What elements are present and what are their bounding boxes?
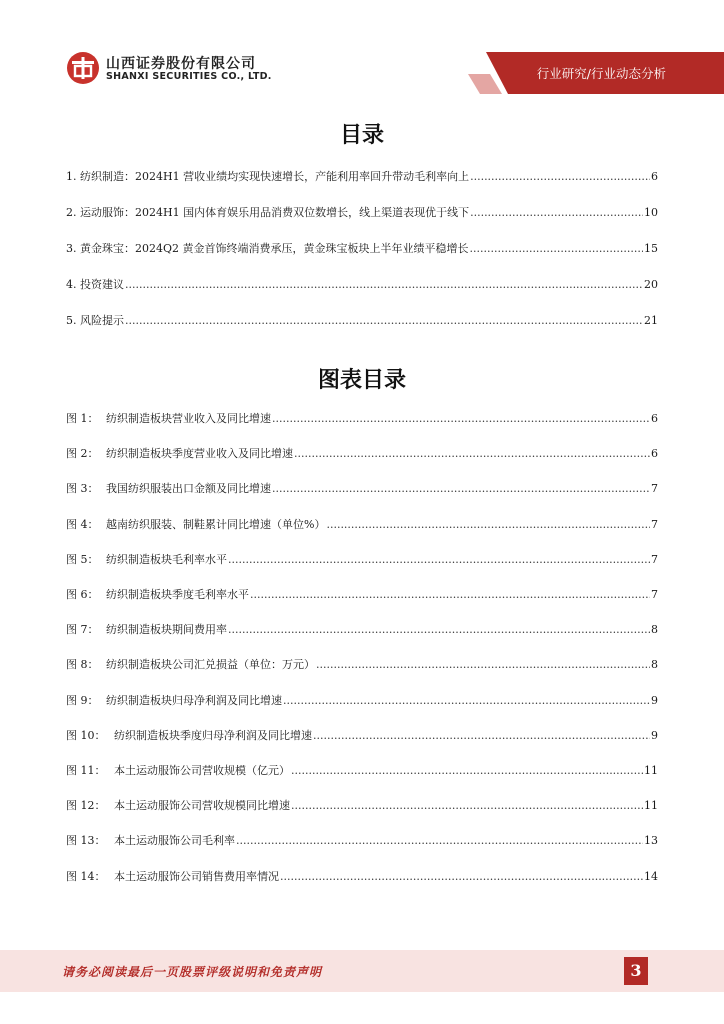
figure-page: 7: [651, 517, 658, 531]
figure-page: 6: [651, 412, 658, 425]
leader-dots: [313, 729, 650, 742]
figure-page: 9: [651, 693, 658, 707]
figure-page: 7: [651, 482, 658, 496]
page-header: [0, 0, 724, 108]
leader-dots: [316, 658, 650, 671]
figure-page: 8: [651, 623, 658, 637]
figure-page: 11: [644, 799, 658, 813]
leader-dots: [470, 206, 643, 219]
figure-number: 图 1：: [66, 412, 99, 425]
leader-dots: [291, 799, 643, 812]
page-number: 3: [624, 957, 648, 985]
figure-label: 本土运动服饰公司营收规模（亿元）: [114, 764, 290, 777]
figure-entry[interactable]: [66, 797, 658, 813]
figure-entry[interactable]: [66, 480, 658, 496]
figure-label: 越南纺织服装、制鞋累计同比增速（单位%）: [106, 517, 326, 531]
figure-entry[interactable]: [66, 621, 658, 637]
figure-number: 图 4：: [66, 517, 99, 531]
figure-list-title: 图表目录: [317, 368, 406, 393]
figure-entry[interactable]: [66, 868, 658, 884]
figure-entry[interactable]: [66, 551, 658, 567]
toc-entry[interactable]: [66, 312, 658, 328]
leader-dots: [250, 588, 650, 601]
figure-entry[interactable]: [66, 656, 658, 672]
figure-page: 13: [644, 834, 658, 848]
toc-entry[interactable]: [66, 276, 658, 292]
figure-label: 本土运动服饰公司营收规模同比增速: [114, 799, 290, 813]
figure-entry[interactable]: [66, 762, 658, 778]
leader-dots: [294, 447, 650, 460]
figure-number: 图 9：: [66, 693, 99, 707]
figure-label: 纺织制造板块毛利率水平: [106, 552, 227, 566]
figure-label: 纺织制造板块期间费用率: [106, 623, 227, 637]
toc-entry-label: 3. 黄金珠宝：2024Q2 黄金首饰终端消费承压，黄金珠宝板块上半年业绩平稳增长: [66, 242, 469, 255]
figure-number: 图 10：: [66, 728, 106, 742]
leader-dots: [326, 518, 650, 531]
figure-label: 纺织制造板块归母净利润及同比增速: [106, 693, 282, 707]
figure-label: 纺织制造板块营业收入及同比增速: [106, 412, 271, 425]
leader-dots: [283, 694, 650, 707]
figure-number: 图 6：: [66, 588, 99, 601]
leader-dots: [470, 242, 644, 255]
toc-entry-page: 15: [644, 242, 658, 255]
leader-dots: [272, 412, 650, 425]
figure-page: 14: [644, 869, 658, 883]
figure-number: 图 13：: [66, 834, 106, 848]
leader-dots: [228, 553, 650, 566]
figure-number: 图 8：: [66, 658, 99, 672]
figure-page: 7: [651, 588, 658, 601]
figure-label: 纺织制造板块季度毛利率水平: [106, 588, 249, 601]
toc-entry-page: 21: [644, 314, 658, 327]
figure-entry[interactable]: [66, 586, 658, 602]
toc-entry[interactable]: [66, 240, 658, 256]
figure-label: 我国纺织服装出口金额及同比增速: [106, 482, 271, 496]
leader-dots: [280, 870, 643, 883]
leader-dots: [125, 278, 643, 291]
figure-entry[interactable]: [66, 727, 658, 743]
figure-number: 图 14：: [66, 869, 106, 883]
toc-entry[interactable]: [66, 168, 658, 184]
report-category: 行业研究/行业动态分析: [536, 66, 666, 81]
figure-number: 图 11：: [66, 764, 106, 777]
leader-dots: [272, 482, 650, 495]
figure-entry[interactable]: [66, 410, 658, 426]
toc-entry[interactable]: [66, 204, 658, 220]
figure-entry[interactable]: [66, 516, 658, 532]
leader-dots: [470, 170, 650, 183]
figure-label: 本土运动服饰公司销售费用率情况: [114, 869, 279, 883]
toc-entry-label: 4. 投资建议: [66, 278, 124, 291]
figure-number: 图 5：: [66, 552, 99, 566]
figure-entry[interactable]: [66, 445, 658, 461]
figure-entry[interactable]: [66, 692, 658, 708]
figure-number: 图 7：: [66, 623, 99, 637]
toc-entry-page: 20: [644, 278, 658, 291]
company-name-cn: 山西证券股份有限公司: [106, 56, 256, 72]
leader-dots: [291, 764, 643, 777]
figure-number: 图 12：: [66, 799, 106, 813]
leader-dots: [236, 834, 643, 847]
figure-page: 7: [651, 552, 658, 566]
toc-entry-page: 10: [644, 206, 658, 219]
toc-title: 目录: [339, 123, 384, 148]
toc-entry-page: 6: [651, 170, 658, 183]
footer-disclaimer: 请务必阅读最后一页股票评级说明和免责声明: [62, 965, 323, 979]
figure-number: 图 2：: [66, 447, 99, 461]
figure-label: 纺织制造板块季度营业收入及同比增速: [106, 447, 293, 461]
figure-number: 图 3：: [66, 482, 99, 496]
figure-entry[interactable]: [66, 832, 658, 848]
figure-page: 11: [644, 764, 658, 777]
leader-dots: [125, 314, 643, 327]
figure-label: 本土运动服饰公司毛利率: [114, 834, 235, 848]
toc-entry-label: 5. 风险提示: [66, 314, 124, 327]
leader-dots: [228, 623, 650, 636]
figure-page: 6: [651, 447, 658, 461]
figure-label: 纺织制造板块公司汇兑损益（单位：万元）: [106, 658, 315, 672]
company-name-en: SHANXI SECURITIES CO., LTD.: [106, 71, 272, 82]
toc-entry-label: 1. 纺织制造：2024H1 营收业绩均实现快速增长，产能利用率回升带动毛利率向上: [66, 170, 470, 183]
figure-page: 9: [651, 728, 658, 742]
figure-label: 纺织制造板块季度归母净利润及同比增速: [114, 728, 312, 742]
toc-entry-label: 2. 运动服饰：2024H1 国内体育娱乐用品消费双位数增长，线上渠道表现优于线下: [66, 206, 470, 219]
figure-page: 8: [651, 658, 658, 672]
